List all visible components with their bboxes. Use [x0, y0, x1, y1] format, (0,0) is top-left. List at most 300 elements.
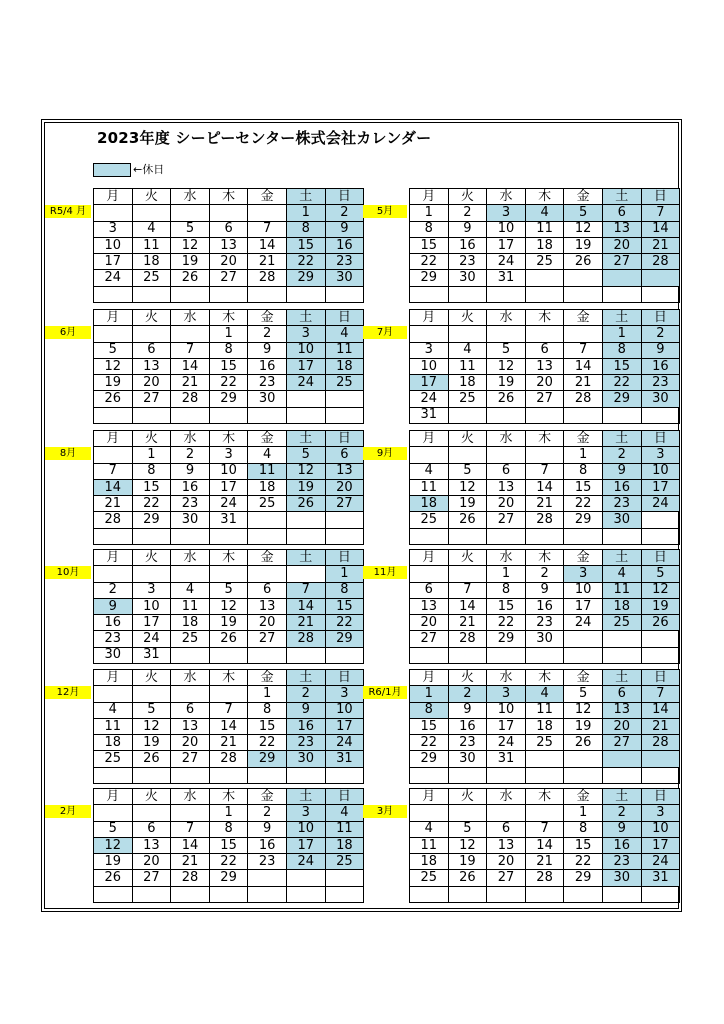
weekday-header-cell: 金 — [248, 189, 287, 205]
weekday-header-cell: 金 — [564, 310, 603, 326]
week-row — [410, 342, 680, 358]
day-cell: 7 — [448, 582, 487, 598]
weekday-header-row — [410, 431, 680, 447]
day-cell: 12 — [564, 702, 603, 718]
day-cell: 28 — [209, 751, 248, 767]
day-cell: 22 — [325, 615, 364, 631]
day-cell: 27 — [248, 631, 287, 647]
empty-day-cell — [602, 631, 641, 647]
day-cell: 15 — [132, 479, 171, 495]
day-cell: 21 — [525, 854, 564, 870]
empty-day-cell — [209, 286, 248, 302]
empty-day-cell — [171, 407, 210, 423]
day-cell: 29 — [410, 751, 449, 767]
day-cell: 18 — [525, 237, 564, 253]
day-cell: 20 — [209, 254, 248, 270]
day-cell: 14 — [564, 358, 603, 374]
week-row — [94, 647, 364, 663]
day-cell: 23 — [94, 631, 133, 647]
week-row — [410, 237, 680, 253]
empty-day-cell — [94, 566, 133, 582]
week-row — [94, 821, 364, 837]
week-row — [410, 270, 680, 286]
weekday-header-cell: 木 — [209, 189, 248, 205]
weekday-header-cell: 木 — [209, 670, 248, 686]
day-cell: 22 — [132, 496, 171, 512]
day-cell: 18 — [325, 358, 364, 374]
weekday-header-cell: 火 — [132, 189, 171, 205]
weekday-header-cell: 土 — [602, 189, 641, 205]
month-calendar-0 — [93, 188, 364, 303]
empty-day-cell — [286, 870, 325, 886]
empty-day-cell — [171, 686, 210, 702]
empty-day-cell — [564, 631, 603, 647]
day-cell: 17 — [410, 375, 449, 391]
day-cell: 12 — [132, 718, 171, 734]
day-cell: 18 — [325, 837, 364, 853]
day-cell: 30 — [94, 647, 133, 663]
day-cell: 25 — [525, 254, 564, 270]
week-row — [410, 631, 680, 647]
weekday-header-cell: 金 — [564, 431, 603, 447]
day-cell: 23 — [286, 735, 325, 751]
week-row — [410, 205, 680, 221]
week-row — [410, 358, 680, 374]
day-cell: 23 — [325, 254, 364, 270]
day-cell: 7 — [171, 821, 210, 837]
day-cell: 31 — [487, 270, 526, 286]
day-cell: 26 — [641, 615, 680, 631]
day-cell: 31 — [325, 751, 364, 767]
day-cell: 6 — [248, 582, 287, 598]
empty-day-cell — [248, 886, 287, 902]
day-cell: 25 — [602, 615, 641, 631]
day-cell: 29 — [286, 270, 325, 286]
day-cell: 16 — [448, 718, 487, 734]
day-cell: 9 — [171, 463, 210, 479]
week-row — [94, 358, 364, 374]
empty-day-cell — [286, 886, 325, 902]
empty-day-cell — [525, 407, 564, 423]
day-cell: 21 — [641, 237, 680, 253]
day-cell: 21 — [171, 375, 210, 391]
weekday-header-cell: 日 — [641, 789, 680, 805]
weekday-header-cell: 火 — [132, 670, 171, 686]
empty-day-cell — [248, 528, 287, 544]
day-cell: 17 — [286, 837, 325, 853]
day-cell: 21 — [171, 854, 210, 870]
day-cell: 14 — [525, 837, 564, 853]
weekday-header-cell: 金 — [248, 550, 287, 566]
day-cell: 8 — [564, 463, 603, 479]
day-cell: 14 — [171, 837, 210, 853]
day-cell: 24 — [641, 496, 680, 512]
week-row — [410, 735, 680, 751]
month-label-4: 8月 — [45, 447, 91, 460]
day-cell: 22 — [410, 254, 449, 270]
day-cell: 24 — [564, 615, 603, 631]
day-cell: 2 — [248, 326, 287, 342]
day-cell: 22 — [286, 254, 325, 270]
empty-day-cell — [248, 566, 287, 582]
day-cell: 17 — [487, 237, 526, 253]
week-row — [410, 854, 680, 870]
day-cell: 2 — [94, 582, 133, 598]
day-cell: 31 — [209, 512, 248, 528]
day-cell: 3 — [94, 221, 133, 237]
day-cell: 9 — [448, 702, 487, 718]
empty-day-cell — [487, 805, 526, 821]
day-cell: 29 — [209, 391, 248, 407]
day-cell: 28 — [641, 254, 680, 270]
day-cell: 19 — [132, 735, 171, 751]
holiday-legend-label: ←休日 — [133, 163, 165, 176]
day-cell: 17 — [641, 837, 680, 853]
month-label-1: 5月 — [363, 205, 407, 218]
day-cell: 2 — [602, 447, 641, 463]
day-cell: 24 — [94, 270, 133, 286]
day-cell: 4 — [525, 686, 564, 702]
day-cell: 17 — [487, 718, 526, 734]
day-cell: 21 — [564, 375, 603, 391]
weekday-header-cell: 月 — [410, 310, 449, 326]
empty-day-cell — [286, 286, 325, 302]
day-cell: 19 — [286, 479, 325, 495]
weekday-header-cell: 水 — [487, 189, 526, 205]
day-cell: 28 — [94, 512, 133, 528]
day-cell: 19 — [564, 237, 603, 253]
day-cell: 25 — [525, 735, 564, 751]
day-cell: 12 — [171, 237, 210, 253]
weekday-header-cell: 金 — [248, 431, 287, 447]
week-row — [94, 375, 364, 391]
day-cell: 15 — [286, 237, 325, 253]
empty-day-cell — [602, 767, 641, 783]
day-cell: 10 — [132, 598, 171, 614]
week-row — [410, 463, 680, 479]
day-cell: 13 — [325, 463, 364, 479]
day-cell: 15 — [564, 837, 603, 853]
empty-day-cell — [171, 805, 210, 821]
day-cell: 20 — [132, 375, 171, 391]
day-cell: 6 — [602, 686, 641, 702]
day-cell: 17 — [132, 615, 171, 631]
empty-day-cell — [132, 528, 171, 544]
day-cell: 13 — [487, 479, 526, 495]
day-cell: 19 — [171, 254, 210, 270]
day-cell: 8 — [248, 702, 287, 718]
day-cell: 27 — [209, 270, 248, 286]
week-row — [410, 447, 680, 463]
day-cell: 26 — [209, 631, 248, 647]
empty-day-cell — [641, 407, 680, 423]
weekday-header-row — [94, 310, 364, 326]
empty-day-cell — [209, 886, 248, 902]
day-cell: 1 — [487, 566, 526, 582]
empty-day-cell — [325, 767, 364, 783]
day-cell: 11 — [325, 342, 364, 358]
empty-day-cell — [286, 512, 325, 528]
day-cell: 24 — [286, 854, 325, 870]
day-cell: 23 — [448, 735, 487, 751]
weekday-header-cell: 土 — [286, 310, 325, 326]
week-row — [410, 751, 680, 767]
weekday-header-cell: 木 — [525, 550, 564, 566]
day-cell: 1 — [286, 205, 325, 221]
month-calendar-11 — [409, 788, 680, 903]
weekday-header-row — [410, 789, 680, 805]
weekday-header-cell: 木 — [209, 310, 248, 326]
month-calendar-3 — [409, 309, 680, 424]
day-cell: 25 — [248, 496, 287, 512]
day-cell: 16 — [448, 237, 487, 253]
day-cell: 7 — [525, 463, 564, 479]
day-cell: 30 — [602, 512, 641, 528]
day-cell: 30 — [248, 391, 287, 407]
day-cell: 10 — [325, 702, 364, 718]
weekday-header-cell: 水 — [171, 789, 210, 805]
weekday-header-cell: 土 — [286, 789, 325, 805]
day-cell: 18 — [410, 496, 449, 512]
empty-day-cell — [641, 286, 680, 302]
empty-day-cell — [325, 407, 364, 423]
day-cell: 10 — [410, 358, 449, 374]
day-cell: 4 — [448, 342, 487, 358]
day-cell: 16 — [171, 479, 210, 495]
day-cell: 20 — [248, 615, 287, 631]
day-cell: 9 — [248, 342, 287, 358]
day-cell: 9 — [94, 598, 133, 614]
empty-day-cell — [525, 647, 564, 663]
day-cell: 27 — [525, 391, 564, 407]
day-cell: 1 — [209, 326, 248, 342]
empty-day-cell — [410, 326, 449, 342]
day-cell: 19 — [209, 615, 248, 631]
weekday-header-cell: 水 — [487, 789, 526, 805]
weekday-header-cell: 土 — [286, 189, 325, 205]
day-cell: 30 — [171, 512, 210, 528]
empty-day-cell — [448, 886, 487, 902]
day-cell: 25 — [94, 751, 133, 767]
day-cell: 11 — [525, 221, 564, 237]
empty-day-cell — [525, 286, 564, 302]
empty-day-cell — [564, 751, 603, 767]
week-row — [94, 631, 364, 647]
weekday-header-row — [94, 189, 364, 205]
day-cell: 5 — [448, 463, 487, 479]
day-cell: 5 — [564, 686, 603, 702]
week-row — [94, 854, 364, 870]
week-row — [94, 615, 364, 631]
day-cell: 15 — [209, 358, 248, 374]
month-calendar-10 — [93, 788, 364, 903]
day-cell: 19 — [564, 718, 603, 734]
week-row — [94, 479, 364, 495]
day-cell: 1 — [564, 447, 603, 463]
empty-day-cell — [448, 447, 487, 463]
day-cell: 5 — [171, 221, 210, 237]
week-row — [94, 528, 364, 544]
empty-day-cell — [248, 767, 287, 783]
empty-day-cell — [525, 528, 564, 544]
week-row — [94, 582, 364, 598]
day-cell: 6 — [410, 582, 449, 598]
day-cell: 6 — [132, 821, 171, 837]
month-label-2: 6月 — [45, 326, 91, 339]
day-cell: 20 — [602, 237, 641, 253]
day-cell: 31 — [641, 870, 680, 886]
day-cell: 13 — [602, 702, 641, 718]
week-row — [410, 837, 680, 853]
day-cell: 13 — [132, 837, 171, 853]
weekday-header-cell: 月 — [94, 789, 133, 805]
day-cell: 6 — [209, 221, 248, 237]
day-cell: 31 — [132, 647, 171, 663]
weekday-header-cell: 木 — [525, 431, 564, 447]
day-cell: 4 — [602, 566, 641, 582]
week-row — [410, 221, 680, 237]
day-cell: 20 — [410, 615, 449, 631]
day-cell: 5 — [448, 821, 487, 837]
empty-day-cell — [132, 566, 171, 582]
day-cell: 10 — [564, 582, 603, 598]
day-cell: 24 — [132, 631, 171, 647]
empty-day-cell — [602, 751, 641, 767]
day-cell: 31 — [410, 407, 449, 423]
weekday-header-cell: 水 — [171, 670, 210, 686]
week-row — [410, 286, 680, 302]
weekday-header-cell: 月 — [410, 550, 449, 566]
empty-day-cell — [641, 528, 680, 544]
week-row — [94, 686, 364, 702]
day-cell: 24 — [641, 854, 680, 870]
week-row — [94, 886, 364, 902]
empty-day-cell — [602, 528, 641, 544]
day-cell: 2 — [525, 566, 564, 582]
day-cell: 22 — [248, 735, 287, 751]
week-row — [410, 407, 680, 423]
day-cell: 3 — [325, 686, 364, 702]
day-cell: 27 — [132, 391, 171, 407]
week-row — [410, 254, 680, 270]
day-cell: 16 — [525, 598, 564, 614]
day-cell: 6 — [602, 205, 641, 221]
day-cell: 28 — [641, 735, 680, 751]
day-cell: 24 — [325, 735, 364, 751]
week-row — [94, 870, 364, 886]
day-cell: 22 — [487, 615, 526, 631]
empty-day-cell — [94, 286, 133, 302]
day-cell: 8 — [209, 342, 248, 358]
day-cell: 19 — [641, 598, 680, 614]
day-cell: 10 — [209, 463, 248, 479]
weekday-header-cell: 月 — [94, 310, 133, 326]
day-cell: 12 — [209, 598, 248, 614]
day-cell: 27 — [487, 870, 526, 886]
weekday-header-cell: 月 — [410, 431, 449, 447]
day-cell: 29 — [410, 270, 449, 286]
weekday-header-cell: 火 — [448, 670, 487, 686]
weekday-header-cell: 水 — [171, 189, 210, 205]
week-row — [94, 407, 364, 423]
empty-day-cell — [325, 647, 364, 663]
week-row — [94, 496, 364, 512]
day-cell: 27 — [602, 735, 641, 751]
day-cell: 12 — [94, 358, 133, 374]
day-cell: 6 — [525, 342, 564, 358]
empty-day-cell — [525, 886, 564, 902]
day-cell: 23 — [602, 496, 641, 512]
empty-day-cell — [209, 767, 248, 783]
weekday-header-cell: 水 — [171, 310, 210, 326]
day-cell: 18 — [602, 598, 641, 614]
day-cell: 21 — [641, 718, 680, 734]
month-label-11: 3月 — [363, 805, 407, 818]
day-cell: 3 — [641, 447, 680, 463]
empty-day-cell — [641, 886, 680, 902]
empty-day-cell — [448, 767, 487, 783]
weekday-header-row — [94, 789, 364, 805]
week-row — [94, 805, 364, 821]
day-cell: 25 — [448, 391, 487, 407]
day-cell: 3 — [132, 582, 171, 598]
empty-day-cell — [564, 407, 603, 423]
empty-day-cell — [171, 647, 210, 663]
day-cell: 11 — [410, 479, 449, 495]
day-cell: 18 — [171, 615, 210, 631]
month-calendar-7 — [409, 549, 680, 664]
weekday-header-row — [410, 189, 680, 205]
day-cell: 1 — [248, 686, 287, 702]
weekday-header-cell: 水 — [487, 550, 526, 566]
day-cell: 25 — [132, 270, 171, 286]
weekday-header-cell: 火 — [132, 310, 171, 326]
day-cell: 30 — [325, 270, 364, 286]
empty-day-cell — [410, 647, 449, 663]
day-cell: 17 — [641, 479, 680, 495]
day-cell: 5 — [209, 582, 248, 598]
day-cell: 15 — [410, 718, 449, 734]
day-cell: 10 — [94, 237, 133, 253]
day-cell: 12 — [448, 479, 487, 495]
empty-day-cell — [448, 326, 487, 342]
day-cell: 2 — [448, 205, 487, 221]
day-cell: 10 — [641, 821, 680, 837]
weekday-header-cell: 金 — [564, 670, 603, 686]
day-cell: 25 — [325, 375, 364, 391]
day-cell: 14 — [448, 598, 487, 614]
weekday-header-cell: 月 — [94, 431, 133, 447]
week-row — [410, 375, 680, 391]
week-row — [410, 326, 680, 342]
empty-day-cell — [94, 686, 133, 702]
empty-day-cell — [448, 566, 487, 582]
weekday-header-cell: 木 — [525, 670, 564, 686]
day-cell: 26 — [448, 870, 487, 886]
day-cell: 24 — [209, 496, 248, 512]
empty-day-cell — [487, 447, 526, 463]
day-cell: 29 — [564, 870, 603, 886]
empty-day-cell — [410, 805, 449, 821]
day-cell: 4 — [325, 326, 364, 342]
empty-day-cell — [286, 407, 325, 423]
empty-day-cell — [641, 767, 680, 783]
empty-day-cell — [564, 286, 603, 302]
empty-day-cell — [564, 326, 603, 342]
empty-day-cell — [132, 767, 171, 783]
day-cell: 1 — [602, 326, 641, 342]
weekday-header-cell: 金 — [248, 789, 287, 805]
